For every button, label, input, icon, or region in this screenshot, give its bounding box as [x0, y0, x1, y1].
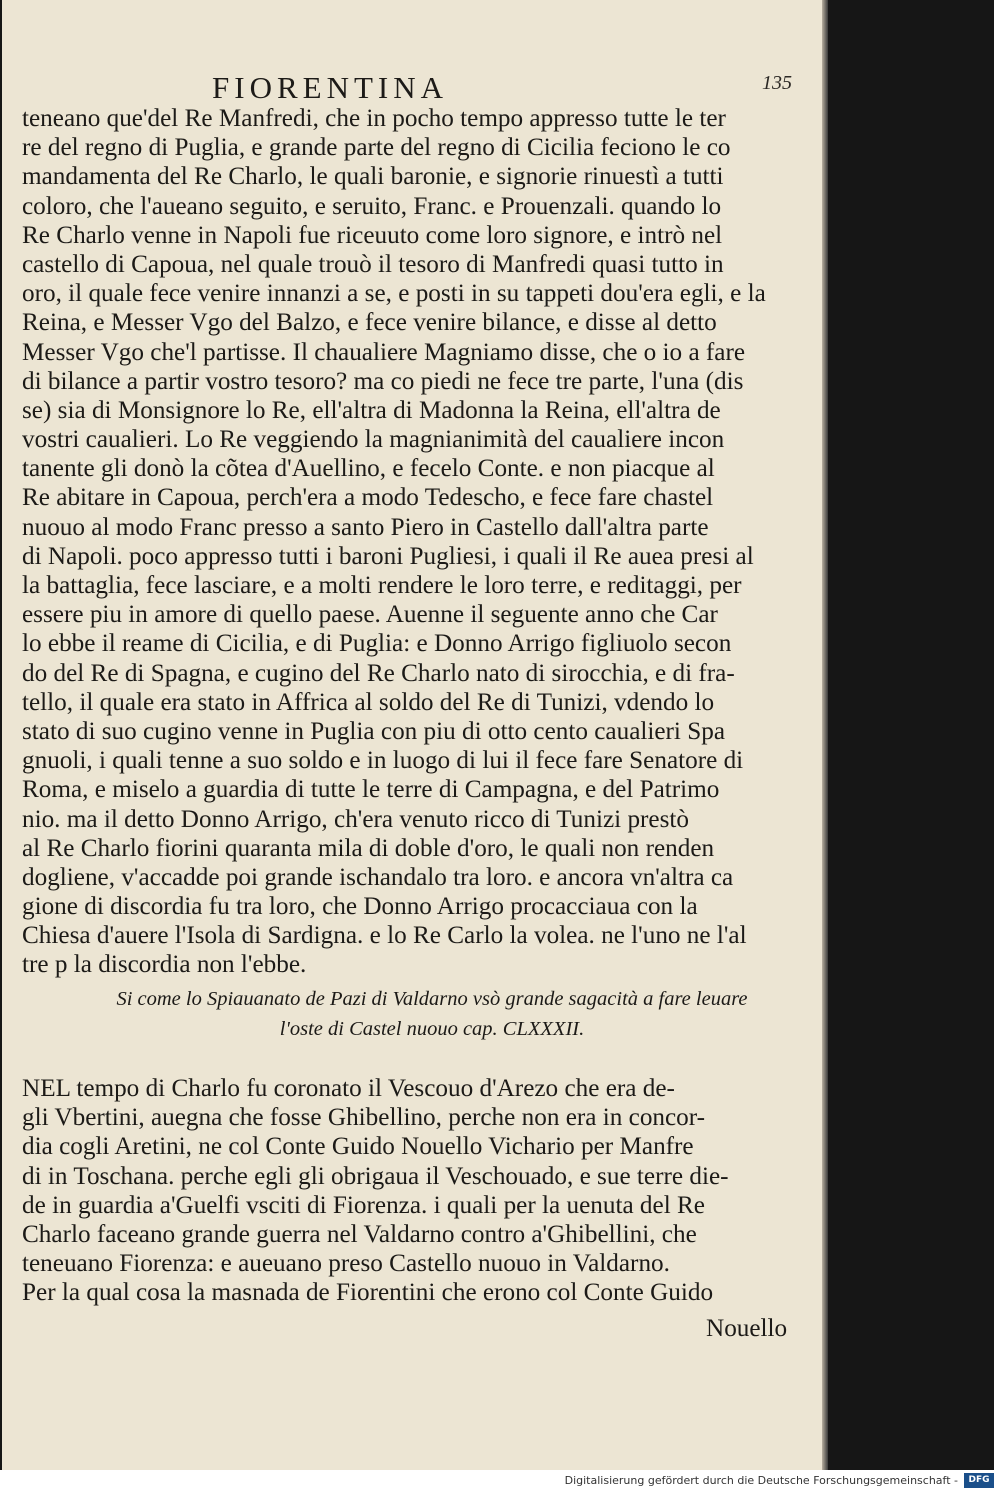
- body-text: [22, 104, 822, 980]
- book-page: [2, 0, 822, 1470]
- text-line: castello di Capoua, nel quale trouò il tesoro di Manfredi quasi tutto in: [22, 250, 724, 278]
- text-line: Messer Vgo che'l partisse. Il chaualiere Magniamo disse, che o io a fare: [22, 338, 746, 366]
- text-line: vostri caualieri. Lo Re veggiendo la magnianimità del caualiere incon: [22, 426, 725, 454]
- funding-credit: Digitalisierung gefördert durch die Deutsche Forschungsgemeinschaft -: [564, 1474, 958, 1487]
- text-line: la battaglia, fece lasciare, e a molti rendere le loro terre, e reditaggi, per: [22, 572, 742, 599]
- text-line: dia cogli Aretini, ne col Conte Guido Nouello Vichario per Manfre: [22, 1133, 694, 1161]
- digitization-footer: [0, 1470, 1000, 1493]
- chapter-heading-line: Si come lo Spiauanato de Pazi di Valdarno vsò grande sagacità a fare leuare: [116, 988, 748, 1010]
- text-line: al Re Charlo fiorini quaranta mila di doble d'oro, le quali non renden: [22, 834, 715, 862]
- text-line: Chiesa d'auere l'Isola di Sardigna. e lo Re Carlo la volea. ne l'uno ne l'al: [22, 922, 747, 950]
- chapter-text: [22, 1074, 822, 1308]
- folio-number: 135: [762, 72, 792, 94]
- text-line: NEL tempo di Charlo fu coronato il Vescouo d'Arezo che era de-: [22, 1075, 675, 1102]
- text-line: coloro, che l'aueano seguito, e seruito, Franc. e Prouenzali. quando lo: [22, 192, 722, 220]
- text-line: di in Toschana. perche egli gli obrigaua il Veschouado, e sue terre die-: [22, 1162, 729, 1190]
- text-line: nio. ma il detto Donno Arrigo, ch'era venuto ricco di Tunizi prestò: [22, 805, 690, 833]
- text-line: stato di suo cugino venne in Puglia con piu di otto cento caualieri Spa: [22, 717, 726, 745]
- text-line: Re Charlo venne in Napoli fue riceuuto come loro signore, e intrò nel: [22, 221, 723, 249]
- text-line: do del Re di Spagna, e cugino del Re Charlo nato di sirocchia, e di fra-: [22, 659, 735, 687]
- text-line: gnuoli, i quali tenne a suo soldo e in luogo di lui il fece fare Senatore di: [22, 747, 744, 775]
- chapter-heading-line: l'oste di Castel nuouo cap. CLXXXII.: [279, 1018, 585, 1040]
- text-line: teneano que'del Re Manfredi, che in pocho tempo appresso tutte le ter: [22, 105, 726, 132]
- text-line: Re abitare in Capoua, perch'era a modo Tedescho, e fece fare chastel: [22, 484, 714, 512]
- text-line: tre p la discordia non l'ebbe.: [22, 951, 307, 979]
- text-line: lo ebbe il reame di Cicilia, e di Puglia: e Donno Arrigo figliuolo secon: [22, 630, 732, 658]
- text-line: gione di discordia fu tra loro, che Donno Arrigo procacciaua con la: [22, 893, 698, 921]
- text-line: re del regno di Puglia, e grande parte del regno di Cicilia feciono le co: [22, 134, 731, 162]
- page-edge-shadow: [822, 0, 828, 1470]
- text-line: nuouo al modo Franc presso a santo Piero in Castello dall'altra parte: [22, 513, 709, 541]
- catchword: Nouello: [706, 1315, 788, 1342]
- text-line: gli Vbertini, auegna che fosse Ghibellino, perche non era in concor-: [22, 1104, 706, 1132]
- chapter-heading: [62, 984, 802, 1044]
- running-title: FIORENTINA: [212, 70, 448, 105]
- text-line: mandamenta del Re Charlo, le quali baronie, e signorie rinuestì a tutti: [22, 163, 724, 191]
- text-line: di bilance a partir vostro tesoro? ma co piedi ne fece tre parte, l'una (dis: [22, 367, 744, 395]
- text-line: Reina, e Messer Vgo del Balzo, e fece venire bilance, e disse al detto: [22, 309, 717, 337]
- text-line: Roma, e miselo a guardia di tutte le terre di Campagna, e del Patrimo: [22, 776, 720, 804]
- dfg-logo: DFG: [964, 1473, 994, 1488]
- text-line: di Napoli. poco appresso tutti i baroni Pugliesi, i quali il Re auea presi al: [22, 542, 754, 570]
- text-line: Charlo faceano grande guerra nel Valdarno contro a'Ghibellini, che: [22, 1220, 697, 1248]
- text-line: se) sia di Monsignore lo Re, ell'altra di Madonna la Reina, ell'altra de: [22, 396, 721, 424]
- text-line: essere piu in amore di quello paese. Auenne il seguente anno che Car: [22, 601, 718, 629]
- text-line: teneuano Fiorenza: e aueuano preso Castello nuouo in Valdarno.: [22, 1250, 670, 1278]
- text-line: tello, il quale era stato in Affrica al soldo del Re di Tunizi, vdendo lo: [22, 688, 715, 716]
- text-line: Per la qual cosa la masnada de Fiorentini che erono col Conte Guido: [22, 1279, 714, 1307]
- text-line: oro, il quale fece venire innanzi a se, e posti in su tappeti dou'era egli, e la: [22, 280, 766, 308]
- text-line: de in guardia a'Guelfi vsciti di Fiorenza. i quali per la uenuta del Re: [22, 1191, 705, 1219]
- text-line: tanente gli donò la cõtea d'Auellino, e fecelo Conte. e non piacque al: [22, 455, 715, 483]
- text-line: dogliene, v'accadde poi grande ischandalo tra loro. e ancora vn'altra ca: [22, 863, 734, 891]
